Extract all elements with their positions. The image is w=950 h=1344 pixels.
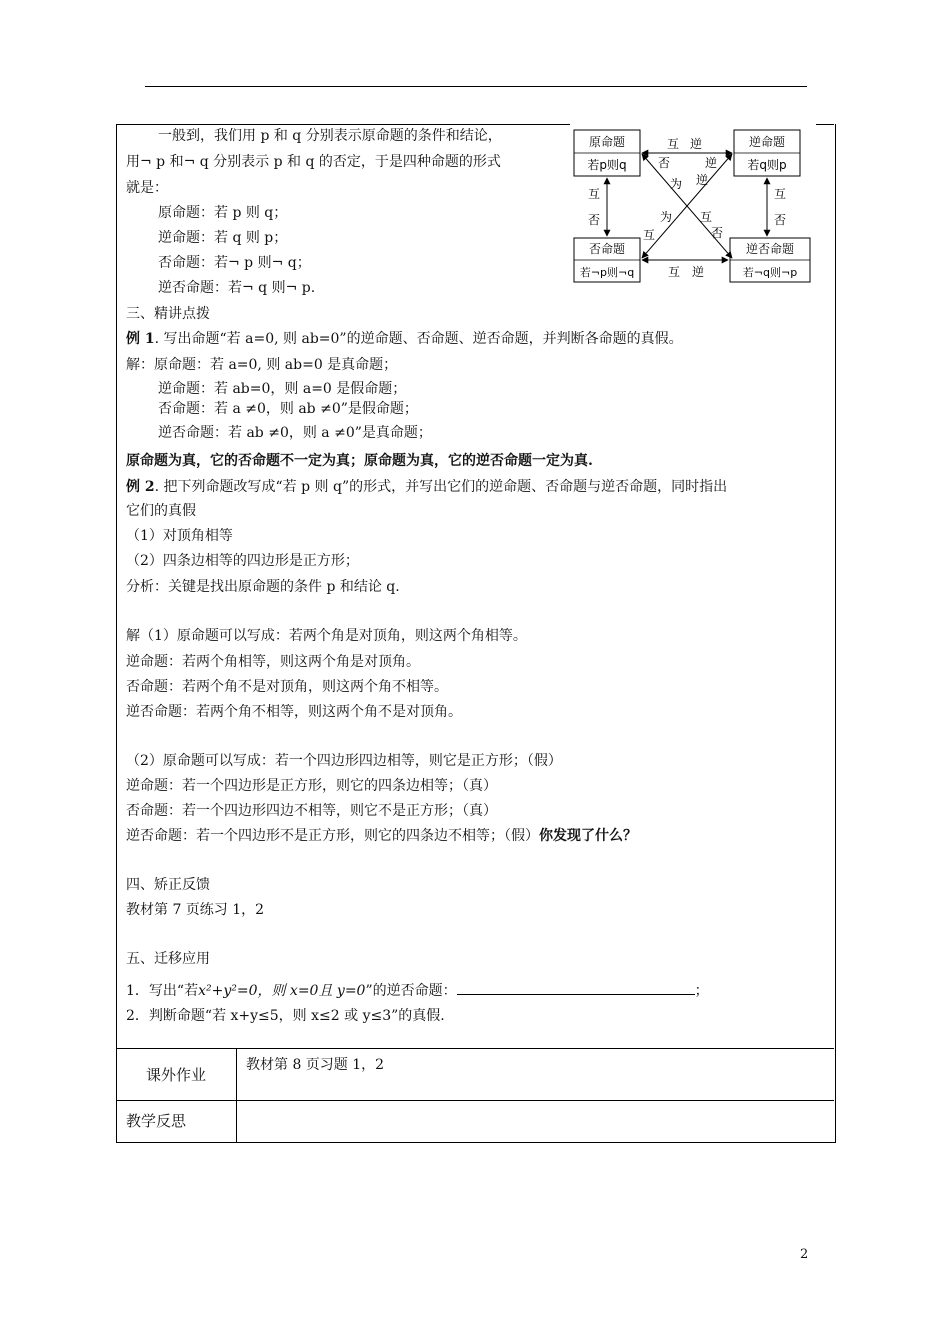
question-1 (126, 982, 709, 1000)
bottom-edge-label: 逆 (691, 265, 705, 279)
solution-line: 否命题：若 a ≠0，则 ab ≠0”是假命题； (158, 401, 418, 417)
table-row-divider (116, 1100, 834, 1101)
homework-label: 课外作业 (146, 1066, 207, 1084)
frame-top-border-right (816, 124, 834, 125)
section-heading: 四、矫正反馈 (126, 877, 210, 893)
diag-label: 为 (659, 210, 673, 224)
analysis: 分析：关键是找出原命题的条件 p 和结论 q. (126, 579, 400, 595)
table-row-divider (116, 1048, 834, 1049)
solution-2 (126, 827, 637, 845)
top-edge-label: 互 (666, 137, 680, 151)
question-1-end: ； (694, 983, 709, 999)
box-converse-form: 若q则p (747, 158, 787, 172)
example-1-text: . 写出命题“若 a=0, 则 ab=0”的逆命题、否命题、逆否命题，并判断各命题的真假。 (154, 331, 683, 347)
solution-2-question: 你发现了什么？ (539, 828, 637, 844)
diag-label: 否 (657, 156, 671, 170)
intro-line: 一般到，我们用 p 和 q 分别表示原命题的条件和结论， (158, 128, 502, 144)
box-contrapositive-title: 逆否命题 (745, 242, 795, 256)
intro-line: 就是： (126, 180, 168, 196)
box-inverse-form: 若¬p则¬q (579, 266, 635, 279)
solution-line: 逆否命题：若 ab ≠0，则 a ≠0”是真命题； (158, 425, 432, 441)
right-edge-label: 互 (773, 187, 787, 201)
page-number: 2 (800, 1247, 809, 1262)
section-heading: 三、精讲点拨 (126, 306, 210, 322)
reflection-label: 教学反思 (126, 1112, 187, 1130)
box-original-title: 原命题 (588, 135, 626, 149)
left-edge-label: 否 (587, 213, 601, 227)
example-2-text: . 把下列命题改写成“若 p 则 q”的形式，并写出它们的逆命题、否命题与逆否命题，同时指出 (154, 479, 728, 495)
solution-line: 解：原命题：若 a=0, 则 ab=0 是真命题； (126, 357, 398, 373)
four-propositions-diagram (570, 126, 816, 286)
solution-2: 否命题：若一个四边形四边不相等，则它不是正方形；（真） (126, 803, 497, 819)
solution-1: 否命题：若两个角不是对顶角，则这两个角不相等。 (126, 679, 448, 695)
table-column-divider (236, 1048, 237, 1142)
form-converse: 逆命题：若 q 则 p； (158, 230, 288, 246)
solution-1: 逆否命题：若两个角不相等，则这两个角不是对顶角。 (126, 704, 462, 720)
example-1 (126, 330, 683, 348)
diag-label: 为 (669, 177, 683, 191)
example-2 (126, 478, 727, 496)
header-rule (145, 86, 807, 87)
question-2: 2．判断命题“若 x+y≤5，则 x≤2 或 y≤3”的真假. (126, 1008, 445, 1024)
frame-top-border (116, 124, 570, 125)
solution-1: 逆命题：若两个角相等，则这两个角是对顶角。 (126, 654, 420, 670)
solution-2: 逆命题：若一个四边形是正方形，则它的四条边相等；（真） (126, 778, 497, 794)
intro-line: 用¬ p 和¬ q 分别表示 p 和 q 的否定，于是四种命题的形式 (126, 154, 501, 170)
diag-label: 逆 (704, 156, 718, 170)
question-1-math: x²+y²=0，则 x=0且 y=0 (198, 983, 366, 999)
diag-label: 互 (642, 228, 656, 242)
example-2-item: （1）对顶角相等 (126, 528, 233, 544)
solution-2: （2）原命题可以写成：若一个四边形四边相等，则它是正方形；（假） (126, 753, 562, 769)
solution-line: 逆命题：若 ab=0，则 a=0 是假命题； (158, 381, 407, 397)
box-contrapositive-form: 若¬q则¬p (742, 266, 798, 279)
form-contrapositive: 逆否命题：若¬ q 则¬ p. (158, 280, 316, 296)
box-original-form: 若p则q (587, 158, 627, 172)
solution-2-text: 逆否命题：若一个四边形不是正方形，则它的四条边不相等；（假） (126, 828, 539, 844)
top-edge-label: 逆 (689, 137, 703, 151)
example-2-item: （2）四条边相等的四边形是正方形； (126, 553, 359, 569)
diag-label: 互 (699, 210, 713, 224)
box-converse-title: 逆命题 (748, 135, 786, 149)
bottom-edge-label: 互 (667, 265, 681, 279)
right-edge-label: 否 (773, 213, 787, 227)
homework-value: 教材第 8 页习题 1，2 (246, 1057, 385, 1073)
form-inverse: 否命题：若¬ p 则¬ q； (158, 255, 311, 271)
left-edge-label: 互 (587, 187, 601, 201)
solution-1: 解（1）原命题可以写成：若两个角是对顶角，则这两个角相等。 (126, 628, 527, 644)
box-inverse-title: 否命题 (588, 242, 626, 256)
answer-blank[interactable] (457, 982, 695, 995)
example-2-text-cont: 它们的真假 (126, 503, 196, 519)
diag-label: 逆 (695, 173, 709, 187)
conclusion: 原命题为真，它的否命题不一定为真；原命题为真，它的逆否命题一定为真. (126, 453, 593, 469)
form-original: 原命题：若 p 则 q； (158, 205, 288, 221)
exercise-ref: 教材第 7 页练习 1，2 (126, 902, 265, 918)
diag-label: 否 (710, 226, 724, 240)
section-heading: 五、迁移应用 (126, 951, 210, 967)
question-1-suffix: ”的逆否命题： (365, 983, 457, 999)
example-1-label: 例 1 (126, 331, 155, 347)
question-1-prefix: 1．写出“若 (126, 983, 199, 999)
example-2-label: 例 2 (126, 479, 155, 495)
